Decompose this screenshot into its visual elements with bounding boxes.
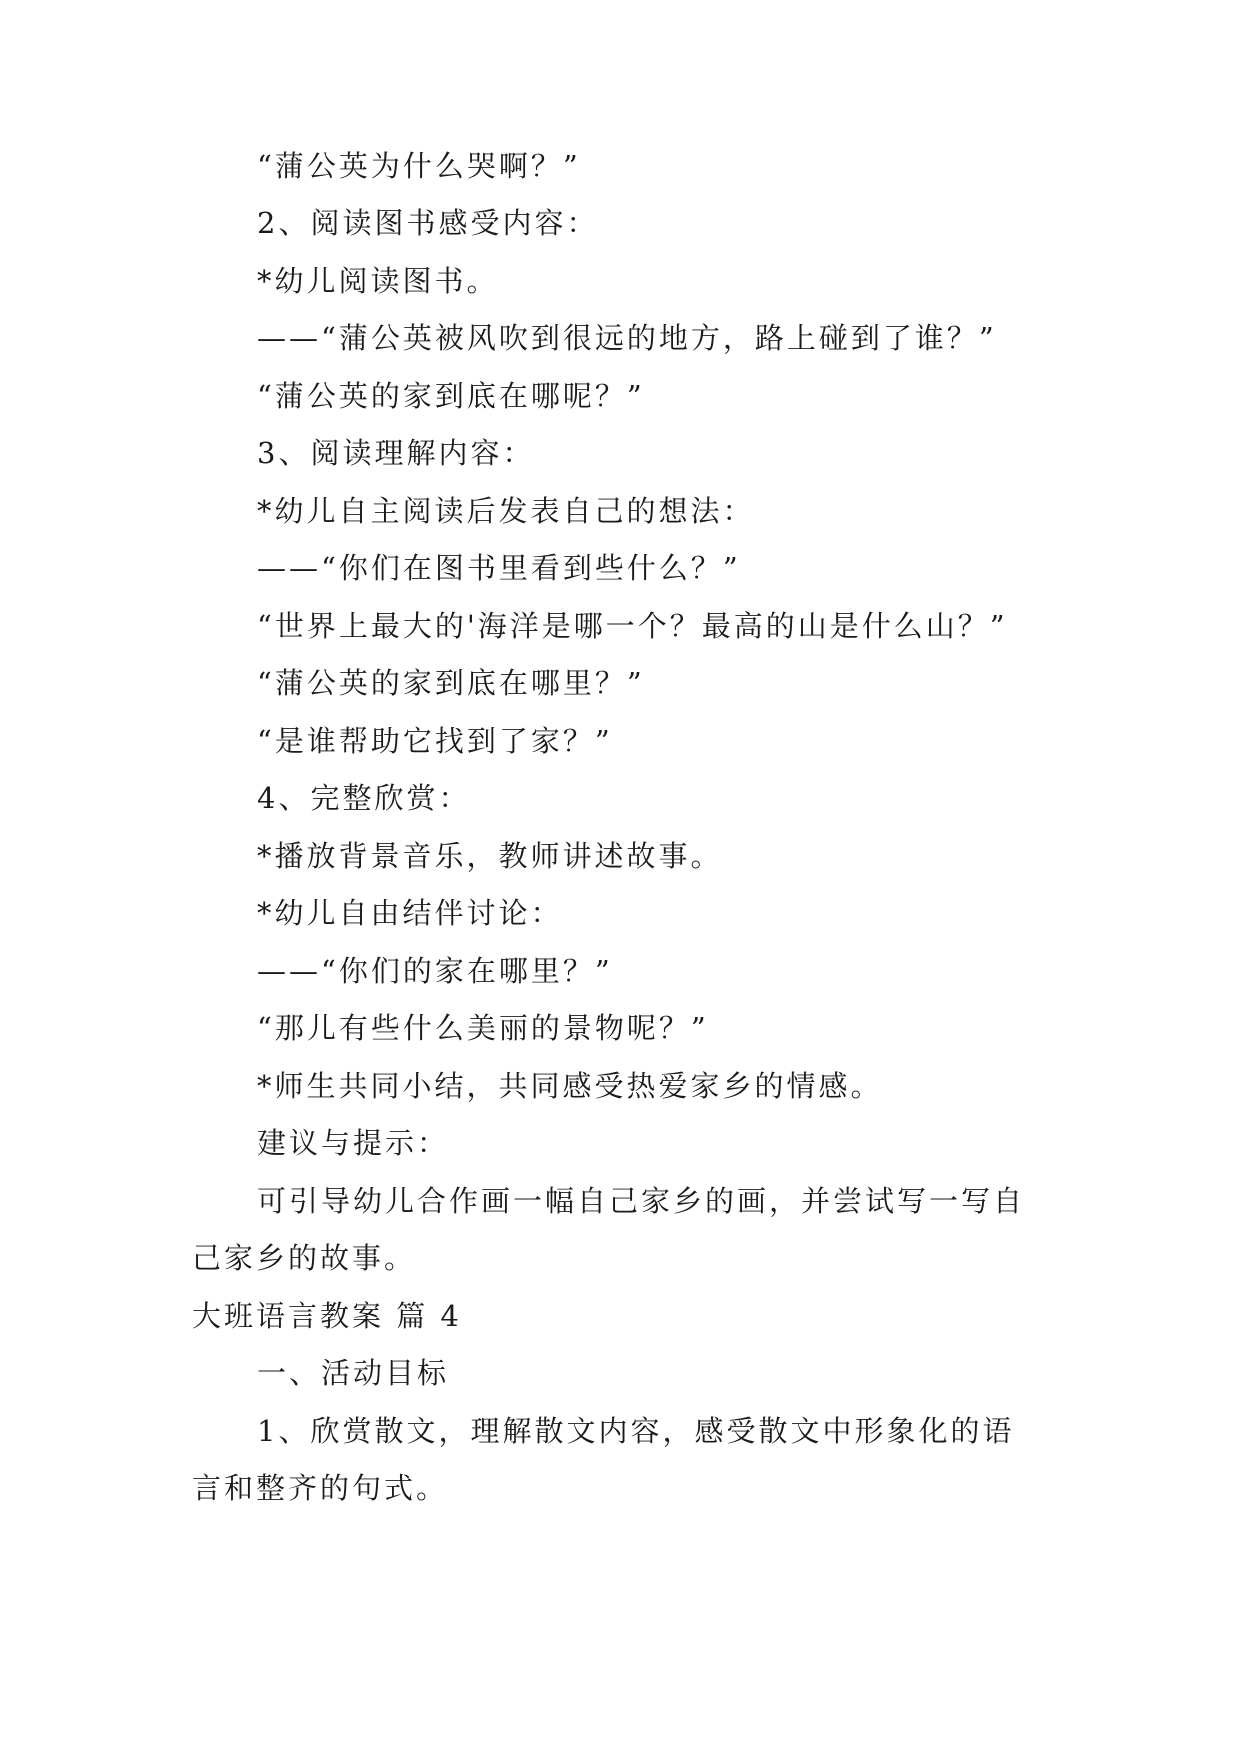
step-heading: 2、阅读图书感受内容： xyxy=(257,206,599,240)
paragraph-line: 己家乡的故事。 xyxy=(192,1241,417,1275)
section-subheading: 一、活动目标 xyxy=(257,1356,450,1390)
question-line: ——“你们的家在哪里？” xyxy=(257,954,613,988)
quote-line: “蒲公英的家到底在哪呢？” xyxy=(257,379,645,413)
section-subheading: 建议与提示： xyxy=(257,1126,450,1160)
bullet-line: *幼儿阅读图书。 xyxy=(257,264,499,298)
bullet-line: *幼儿自主阅读后发表自己的想法： xyxy=(257,494,755,528)
quote-line: “是谁帮助它找到了家？” xyxy=(257,724,613,758)
quote-line: “那儿有些什么美丽的景物呢？” xyxy=(257,1011,709,1045)
bullet-line: *播放背景音乐，教师讲述故事。 xyxy=(257,839,723,873)
paragraph-line: 言和整齐的句式。 xyxy=(192,1471,449,1505)
bullet-line: *幼儿自由结伴讨论： xyxy=(257,896,563,930)
quote-line: “世界上最大的'海洋是哪一个？最高的山是什么山？” xyxy=(257,609,1008,643)
bullet-line: *师生共同小结，共同感受热爱家乡的情感。 xyxy=(257,1069,883,1103)
question-line: ——“你们在图书里看到些什么？” xyxy=(257,551,741,585)
quote-line: “蒲公英的家到底在哪里？” xyxy=(257,666,645,700)
section-title: 大班语言教案 篇 4 xyxy=(192,1299,462,1333)
question-line: ——“蒲公英被风吹到很远的地方，路上碰到了谁？” xyxy=(257,321,997,355)
paragraph-line: 1、欣赏散文，理解散文内容，感受散文中形象化的语 xyxy=(257,1414,1015,1448)
quote-line: “蒲公英为什么哭啊？” xyxy=(257,149,581,183)
step-heading: 3、阅读理解内容： xyxy=(257,436,535,470)
paragraph-line: 可引导幼儿合作画一幅自己家乡的画，并尝试写一写自 xyxy=(257,1184,1026,1218)
step-heading: 4、完整欣赏： xyxy=(257,781,471,815)
